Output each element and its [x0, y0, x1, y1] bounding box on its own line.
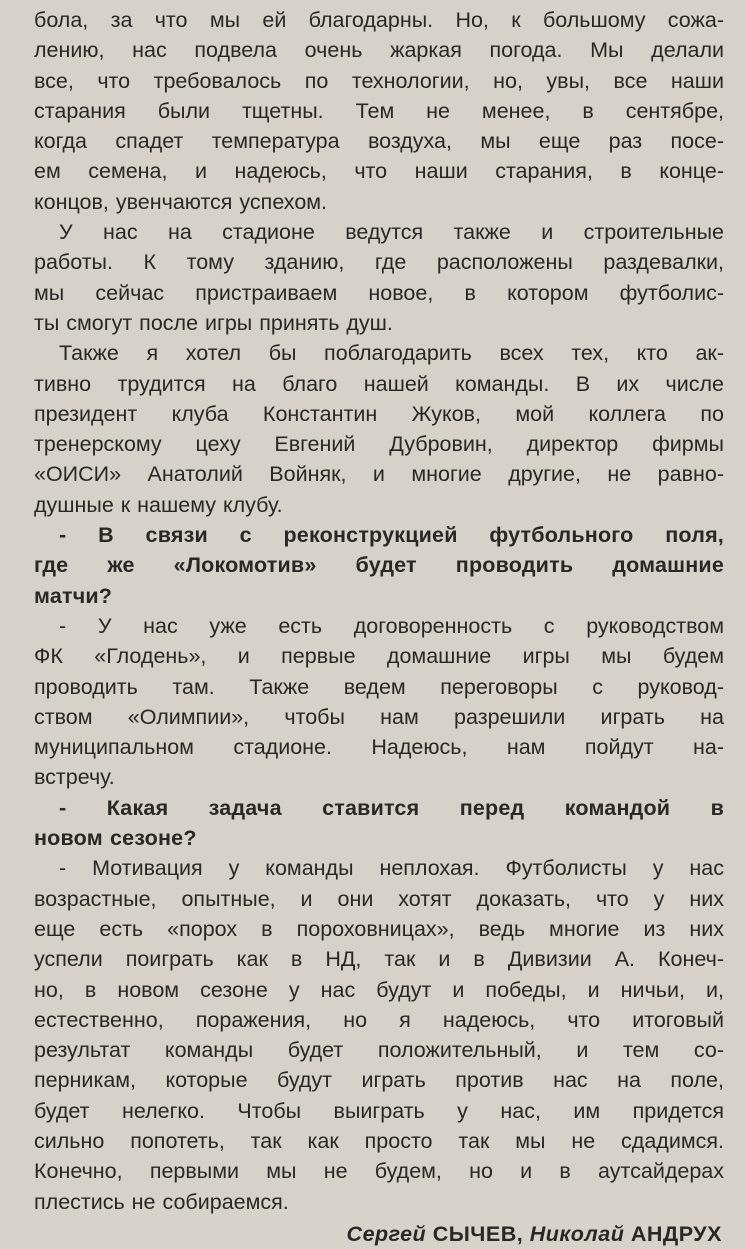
author-1-last-name: СЫЧЕВ,: [432, 1221, 524, 1246]
article-paragraph: [34, 217, 724, 338]
text-line: новом сезоне?: [34, 826, 197, 851]
text-line: лению, нас подвела очень жаркая погода. Мы делали: [34, 38, 724, 63]
text-line: - В связи с реконструкцией футбольного поля,: [59, 523, 724, 548]
text-line: Также я хотел бы поблагодарить всех тех, кто ак-: [59, 341, 724, 366]
author-1-first-name: Сергей: [346, 1221, 427, 1246]
text-line: сильно попотеть, так как просто так мы не сдадимся.: [34, 1128, 724, 1153]
text-line: успели поиграть как в НД, так и в Дивизии А. Конеч-: [34, 947, 724, 972]
text-line: президент клуба Константин Жуков, мой коллега по: [34, 401, 724, 426]
text-line: возрастные, опытные, и они хотят доказать, что у них: [34, 886, 724, 911]
text-line: Конечно, первыми мы не будем, но и в аутсайдерах: [34, 1159, 724, 1184]
text-line: - Какая задача ставится перед командой в: [59, 795, 724, 820]
text-line: результат команды будет положительный, и тем со-: [34, 1038, 724, 1063]
interview-question: [34, 520, 724, 611]
text-line: еще есть «порох в пороховницах», ведь многие из них: [34, 916, 724, 941]
article-paragraph: [34, 5, 724, 217]
text-line: старания были тщетны. Тем не менее, в сентябре,: [34, 98, 724, 123]
article-paragraph: [34, 853, 724, 1217]
text-line: тренерскому цеху Евгений Дубровин, директор фирмы: [34, 432, 724, 457]
text-line: ем семена, и надеюсь, что наши старания, в конце-: [34, 159, 724, 184]
text-line: проводить там. Также ведем переговоры с руковод-: [34, 674, 724, 699]
text-line: перникам, которые будут играть против нас на поле,: [34, 1068, 724, 1093]
text-line: ством «Олимпии», чтобы нам разрешили играть на: [34, 704, 724, 729]
text-line: все, что требовалось по технологии, но, увы, все наши: [34, 68, 724, 93]
text-line: «ОИСИ» Анатолий Войняк, и многие другие, не равно-: [34, 462, 724, 487]
text-line: У нас на стадионе ведутся также и строительные: [59, 220, 724, 245]
text-line: муниципальном стадионе. Надеюсь, нам пойдут на-: [34, 735, 724, 760]
text-line: будет нелегко. Чтобы выиграть у нас, им придется: [34, 1098, 724, 1123]
text-line: где же «Локомотив» будет проводить домашние: [34, 553, 724, 578]
text-line: бола, за что мы ей благодарны. Но, к большому сожа-: [34, 8, 724, 32]
article-body: [34, 5, 724, 1217]
text-line: естественно, поражения, но я надеюсь, что итоговый: [34, 1007, 724, 1032]
article-paragraph: [34, 338, 724, 520]
text-line: - Мотивация у команды неплохая. Футболисты у нас: [59, 856, 724, 881]
author-2-last-name: АНДРУХ: [630, 1221, 722, 1246]
text-line: встречу.: [34, 765, 115, 790]
author-2-first-name: Николай: [529, 1221, 625, 1246]
text-line: работы. К тому зданию, где расположены раздевалки,: [34, 250, 724, 275]
article-paragraph: [34, 611, 724, 793]
text-line: тивно трудится на благо нашей команды. В их числе: [34, 371, 724, 396]
text-line: плестись не собираемся.: [34, 1189, 289, 1214]
text-line: концов, увенчаются успехом.: [34, 189, 328, 214]
text-line: душные к нашему клубу.: [34, 492, 283, 517]
text-line: ты смогут после игры принять душ.: [34, 310, 393, 335]
text-line: - У нас уже есть договоренность с руководством: [59, 613, 724, 638]
text-line: но, в новом сезоне у нас будут и победы, и ничьи, и,: [34, 977, 724, 1002]
text-line: мы сейчас пристраиваем новое, в котором футболис-: [34, 280, 724, 305]
article-signature: [34, 1219, 724, 1249]
text-line: когда спадет температура воздуха, мы еще раз посе-: [34, 129, 724, 154]
text-line: ФК «Глодень», и первые домашние игры мы будем: [34, 644, 724, 669]
text-line: матчи?: [34, 583, 113, 608]
interview-question: [34, 793, 724, 854]
